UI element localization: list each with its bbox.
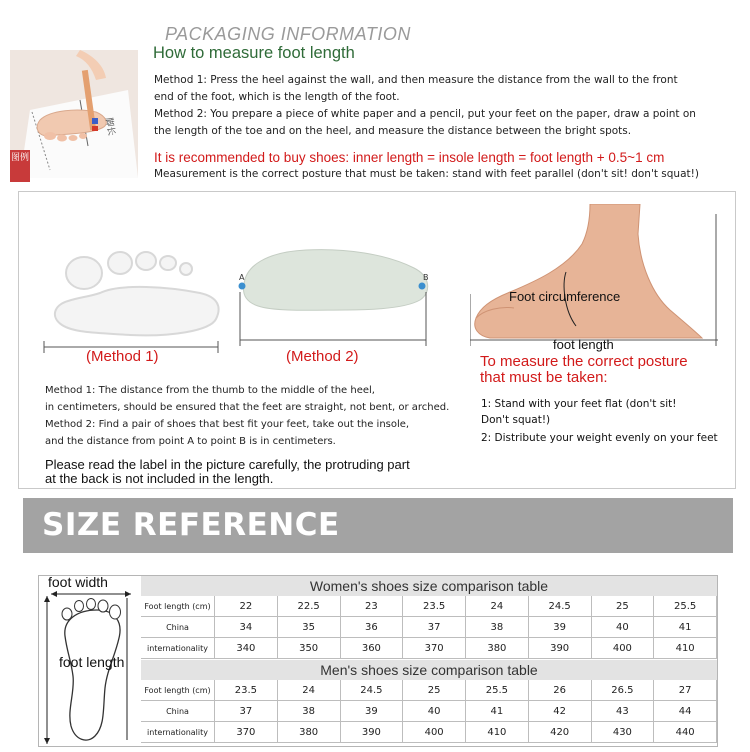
row-cells [215, 722, 717, 743]
table-cell: 40 [592, 617, 655, 638]
foot-length-table-label: foot length [59, 654, 125, 670]
row-header: China [141, 701, 215, 722]
row-cells [215, 596, 717, 617]
measurement-posture-text: Measurement is the correct posture that must be taken: stand with feet parallel (don't sit! don't squat!) [154, 168, 699, 180]
table-cell: 400 [403, 722, 466, 743]
table-cell: 41 [654, 617, 717, 638]
table-cell: 37 [403, 617, 466, 638]
table-cell: 350 [278, 638, 341, 659]
table-row [141, 722, 717, 743]
step2: 2: Distribute your weight evenly on your feet [481, 432, 718, 444]
table-cell: 390 [341, 722, 404, 743]
side-foot-illustration [470, 204, 720, 354]
table-cell: 400 [592, 638, 655, 659]
table-row [141, 638, 717, 659]
row-header: Foot length (cm) [141, 680, 215, 701]
footprint-illustration [40, 243, 222, 355]
table-cell: 410 [466, 722, 529, 743]
method1-label: (Method 1) [86, 348, 159, 365]
table-cell: 26 [529, 680, 592, 701]
size-reference-title: SIZE REFERENCE [42, 507, 340, 543]
label-note [45, 458, 475, 486]
legend-tag: 图例 [10, 150, 30, 182]
table-cell: 25.5 [654, 596, 717, 617]
foot-length-label: foot length [553, 337, 614, 352]
row-header: China [141, 617, 215, 638]
table-cell: 22 [215, 596, 278, 617]
posture-title-line2: that must be taken: [480, 369, 608, 386]
step1a: 1: Stand with your feet flat (don't sit! [481, 398, 677, 410]
insole-illustration [236, 246, 436, 350]
table-cell: 390 [529, 638, 592, 659]
desc-line1: Method 1: The distance from the thumb to the middle of the heel, [45, 385, 375, 396]
row-cells [215, 680, 717, 701]
table-cell: 23.5 [215, 680, 278, 701]
ruler-label: 脚长 [103, 117, 117, 137]
foot-width-label: foot width [48, 574, 108, 590]
table-cell: 24 [278, 680, 341, 701]
step1b: Don't squat!) [481, 414, 551, 426]
table-cell: 24 [466, 596, 529, 617]
table-cell: 25 [592, 596, 655, 617]
table-cell: 25 [403, 680, 466, 701]
recommendation-text: It is recommended to buy shoes: inner length = insole length = foot length + 0.5~1 cm [154, 150, 665, 165]
table-cell: 360 [341, 638, 404, 659]
table-cell: 410 [654, 638, 717, 659]
table-row [141, 596, 717, 617]
posture-title-line1: To measure the correct posture [480, 353, 688, 370]
table-cell: 430 [592, 722, 655, 743]
desc-line3: Method 2: Find a pair of shoes that best fit your feet, take out the insole, [45, 419, 410, 430]
table-cell: 380 [278, 722, 341, 743]
women-table-title: Women's shoes size comparison table [141, 576, 717, 596]
label-note-line1: Please read the label in the picture carefully, the protruding part [45, 457, 410, 472]
label-note-line2: at the back is not included in the length. [45, 471, 274, 486]
point-a-label: A [239, 273, 245, 282]
table-cell: 39 [529, 617, 592, 638]
table-cell: 370 [215, 722, 278, 743]
method1-line1: Method 1: Press the heel against the wall, and then measure the distance from the wall to the front [154, 74, 678, 86]
table-cell: 22.5 [278, 596, 341, 617]
table-cell: 26.5 [592, 680, 655, 701]
table-cell: 39 [341, 701, 404, 722]
method2-line1: Method 2: You prepare a piece of white paper and a pencil, put your feet on the paper, draw a point on [154, 108, 696, 120]
desc-line4: and the distance from point A to point B is in centimeters. [45, 436, 336, 447]
table-cell: 23 [341, 596, 404, 617]
table-cell: 24.5 [529, 596, 592, 617]
how-to-measure-heading: How to measure foot length [153, 44, 355, 62]
row-header: internationality [141, 638, 215, 659]
method2-line2: the length of the toe and on the heel, and measure the distance between the bright spots. [154, 125, 632, 137]
table-row [141, 617, 717, 638]
method-descriptions [45, 382, 465, 450]
table-cell: 440 [654, 722, 717, 743]
point-b-label: B [423, 273, 429, 282]
table-cell: 370 [403, 638, 466, 659]
row-header: Foot length (cm) [141, 596, 215, 617]
table-cell: 38 [466, 617, 529, 638]
table-cell: 27 [654, 680, 717, 701]
table-cell: 42 [529, 701, 592, 722]
table-cell: 34 [215, 617, 278, 638]
table-cell: 340 [215, 638, 278, 659]
table-row [141, 701, 717, 722]
measure-instructions [154, 72, 714, 140]
foot-circumference-label: Foot circumference [509, 289, 621, 304]
table-cell: 23.5 [403, 596, 466, 617]
posture-steps [481, 396, 743, 446]
table-cell: 38 [278, 701, 341, 722]
method2-label: (Method 2) [286, 348, 359, 365]
packaging-title: PACKAGING INFORMATION [165, 24, 411, 44]
posture-title [480, 354, 688, 386]
table-cell: 44 [654, 701, 717, 722]
table-cell: 25.5 [466, 680, 529, 701]
row-cells [215, 701, 717, 722]
desc-line2: in centimeters, should be ensured that the feet are straight, not bent, or arched. [45, 402, 450, 413]
table-cell: 380 [466, 638, 529, 659]
table-cell: 40 [403, 701, 466, 722]
table-cell: 43 [592, 701, 655, 722]
table-cell: 420 [529, 722, 592, 743]
table-row [141, 680, 717, 701]
men-table-title: Men's shoes size comparison table [141, 660, 717, 680]
table-cell: 24.5 [341, 680, 404, 701]
row-header: internationality [141, 722, 215, 743]
row-cells [215, 638, 717, 659]
row-cells [215, 617, 717, 638]
table-cell: 36 [341, 617, 404, 638]
table-cell: 35 [278, 617, 341, 638]
table-cell: 37 [215, 701, 278, 722]
table-cell: 41 [466, 701, 529, 722]
method1-line2: end of the foot, which is the length of the foot. [154, 91, 400, 103]
